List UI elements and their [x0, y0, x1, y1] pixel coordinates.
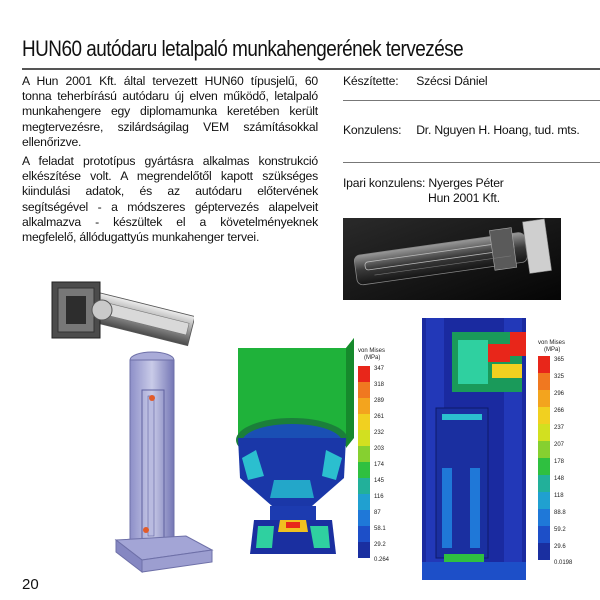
colorbar-1-unit: (MPa) [364, 355, 381, 361]
colorbar-1-tick: 347 [374, 366, 385, 372]
colorbar-2-tick: 0.0198 [554, 560, 573, 566]
paragraph-2: A feladat prototípus gyártásra alkalmas konstrukció elkészítése volt. A megrendelőtől kapott szükséges kiindulási adatok, és az autódaru előtervének segítségével - a módszeres géptervezés alapelveit alkalmazva - készültek el a követelményeknek megfelelő, állódugattyús munkahenger tervei. [22, 154, 318, 245]
colorbar-2-tick: 266 [554, 408, 565, 414]
colorbar-2-unit: (MPa) [544, 347, 561, 353]
colorbar-1-tick: 87 [374, 510, 381, 516]
colorbar-1-tick: 289 [374, 398, 385, 404]
colorbar-2-tick: 118 [554, 493, 564, 499]
colorbar-1-tick: 203 [374, 446, 385, 452]
colorbar-2-tick: 148 [554, 476, 565, 482]
credits-divider [343, 162, 600, 163]
author-name: Szécsi Dániel [416, 74, 488, 88]
cylinder-render-image [343, 218, 561, 300]
industry-advisor-name: Nyerges Péter [428, 176, 504, 190]
colorbar-1-tick: 318 [374, 382, 385, 388]
colorbar-2-tick: 207 [554, 442, 565, 448]
cylinder-3d-model-image [112, 350, 222, 580]
body-text [22, 74, 318, 249]
page-title: HUN60 autódaru letalpaló munkahengerének tervezése [22, 36, 464, 61]
colorbar-2-tick: 59.2 [554, 527, 566, 533]
author-label: Készítette: [343, 74, 399, 88]
colorbar-1-tick: 232 [374, 430, 385, 436]
industry-company: Hun 2001 Kft. [428, 191, 500, 205]
advisor-label: Konzulens: [343, 123, 402, 137]
colorbar-1-tick: 116 [374, 494, 384, 500]
page-number: 20 [22, 576, 39, 593]
colorbar-2-tick: 365 [554, 357, 565, 363]
colorbar-2-title: von Mises [538, 340, 566, 346]
colorbar-1-tick: 174 [374, 462, 385, 468]
industry-advisor-label: Ipari konzulens: [343, 176, 426, 190]
colorbar-1-tick: 0.264 [374, 557, 390, 563]
colorbar-1-tick: 58.1 [374, 526, 386, 532]
colorbar-2-tick: 178 [554, 459, 565, 465]
author-line [343, 74, 487, 88]
advisor-name: Dr. Nguyen H. Hoang, tud. mts. [416, 123, 580, 137]
colorbar-2-tick: 29.6 [554, 544, 566, 550]
colorbar-1-tick: 145 [374, 478, 385, 484]
colorbar-1-title: von Mises [358, 348, 386, 354]
advisor-line [343, 123, 580, 137]
paragraph-1: A Hun 2001 Kft. által tervezett HUN60 típusjelű, 60 tonna teherbírású autódaru új elven működő, letalpaló munkahengere egy diplomamunka keretében került megtervezésre, szilárdságilag VEM számításokkal ellenőrizve. [22, 74, 318, 149]
colorbar-1-tick: 261 [374, 414, 385, 420]
colorbar-2-tick: 296 [554, 391, 565, 397]
cylinder-detail-image [44, 270, 194, 352]
fem-stress-cylinder-image [422, 318, 592, 580]
credits-divider [343, 100, 600, 101]
title-divider [22, 68, 600, 70]
industry-advisor-line [343, 176, 504, 190]
colorbar-2-tick: 325 [554, 374, 565, 380]
fem-stress-section-image [234, 330, 396, 578]
colorbar-2-tick: 237 [554, 425, 565, 431]
colorbar-1-tick: 29.2 [374, 542, 386, 548]
colorbar-2-tick: 88.8 [554, 510, 566, 516]
